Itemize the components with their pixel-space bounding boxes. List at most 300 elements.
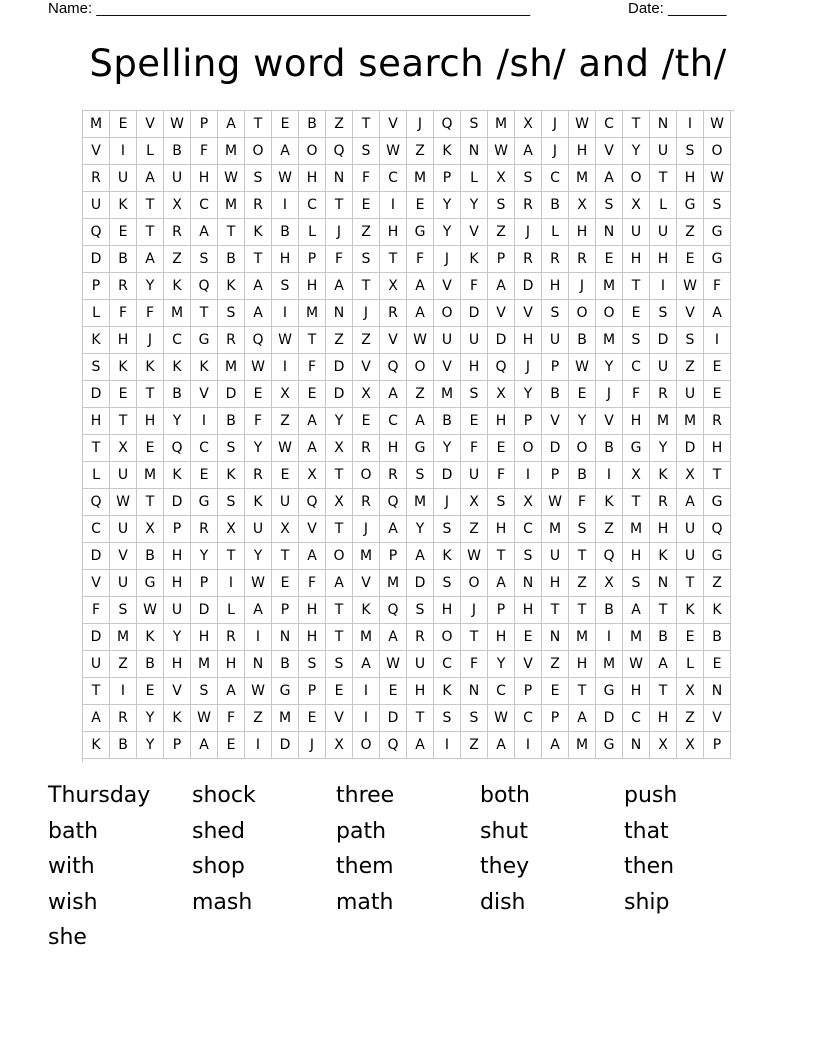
grid-cell: O (407, 354, 434, 381)
grid-cell: S (650, 300, 677, 327)
grid-cell: K (137, 354, 164, 381)
grid-cell: H (569, 219, 596, 246)
grid-cell: N (542, 624, 569, 651)
grid-cell: M (488, 111, 515, 138)
grid-cell: H (650, 246, 677, 273)
grid-cell: V (515, 300, 542, 327)
grid-row (83, 516, 734, 543)
grid-row (83, 165, 734, 192)
grid-cell: U (83, 651, 110, 678)
grid-cell: D (677, 435, 704, 462)
word-bank-item: shed (192, 818, 245, 844)
grid-cell: I (353, 678, 380, 705)
grid-cell: D (83, 543, 110, 570)
grid-cell: R (380, 462, 407, 489)
grid-cell: V (299, 516, 326, 543)
grid-cell: G (407, 219, 434, 246)
grid-cell: O (623, 165, 650, 192)
grid-cell: R (218, 624, 245, 651)
grid-cell: D (596, 705, 623, 732)
grid-cell: Q (488, 354, 515, 381)
word-bank-item: with (48, 854, 95, 879)
grid-cell: V (542, 408, 569, 435)
grid-cell: P (542, 705, 569, 732)
grid-cell: S (272, 273, 299, 300)
word-bank-item: mash (192, 889, 253, 915)
grid-cell: P (542, 354, 569, 381)
grid-row (83, 273, 734, 300)
grid-cell: Y (569, 408, 596, 435)
word-bank-item: they (480, 854, 530, 879)
grid-cell: R (164, 219, 191, 246)
word-bank-item: path (336, 818, 387, 844)
grid-cell: T (623, 489, 650, 516)
grid-cell: E (299, 705, 326, 732)
grid-cell: J (569, 273, 596, 300)
grid-cell: U (110, 570, 137, 597)
grid-cell: E (596, 246, 623, 273)
grid-cell: E (326, 678, 353, 705)
grid-cell: C (380, 408, 407, 435)
word-bank-item: that (624, 818, 669, 844)
grid-cell: P (434, 165, 461, 192)
grid-cell: P (299, 246, 326, 273)
grid-cell: K (191, 354, 218, 381)
grid-cell: M (218, 354, 245, 381)
grid-cell: W (245, 570, 272, 597)
grid-cell: I (596, 624, 623, 651)
grid-cell: N (272, 624, 299, 651)
grid-cell: S (623, 327, 650, 354)
grid-cell: H (650, 516, 677, 543)
grid-cell: V (380, 327, 407, 354)
grid-row (83, 138, 734, 165)
grid-cell: T (677, 570, 704, 597)
grid-cell: S (83, 354, 110, 381)
grid-cell: M (218, 192, 245, 219)
grid-cell: I (272, 300, 299, 327)
grid-cell: L (650, 192, 677, 219)
grid-cell: K (677, 597, 704, 624)
grid-cell: Y (461, 192, 488, 219)
grid-cell: T (137, 381, 164, 408)
grid-cell: F (299, 570, 326, 597)
grid-cell: K (434, 138, 461, 165)
grid-cell: E (407, 192, 434, 219)
grid-cell: C (191, 435, 218, 462)
grid-cell: E (110, 381, 137, 408)
grid-cell: E (245, 381, 272, 408)
page-title: Spelling word search /sh/ and /th/ (89, 42, 727, 85)
grid-cell: A (245, 273, 272, 300)
grid-cell: H (542, 570, 569, 597)
grid-cell: A (569, 705, 596, 732)
grid-cell: U (650, 354, 677, 381)
grid-row (83, 570, 734, 597)
grid-cell: L (83, 300, 110, 327)
grid-cell: M (569, 624, 596, 651)
grid-cell: O (353, 732, 380, 759)
grid-cell: G (191, 327, 218, 354)
grid-cell: X (326, 435, 353, 462)
grid-cell: J (461, 597, 488, 624)
grid-cell: W (137, 597, 164, 624)
grid-cell: H (110, 327, 137, 354)
grid-cell: Z (596, 516, 623, 543)
grid-cell: M (623, 516, 650, 543)
grid-cell: V (380, 111, 407, 138)
grid-cell: M (434, 381, 461, 408)
grid-cell: K (110, 192, 137, 219)
grid-cell: V (488, 300, 515, 327)
grid-cell: K (164, 354, 191, 381)
grid-cell: D (326, 381, 353, 408)
grid-cell: U (461, 462, 488, 489)
grid-cell: J (299, 732, 326, 759)
grid-cell: T (623, 111, 650, 138)
grid-cell: K (164, 705, 191, 732)
grid-cell: H (191, 165, 218, 192)
grid-cell: S (434, 516, 461, 543)
grid-cell: K (650, 462, 677, 489)
grid-cell: H (704, 435, 731, 462)
grid-cell: Z (326, 111, 353, 138)
grid-cell: S (596, 192, 623, 219)
grid-cell: Z (110, 651, 137, 678)
grid-cell: O (569, 435, 596, 462)
grid-cell: Z (245, 705, 272, 732)
grid-cell: M (596, 651, 623, 678)
grid-cell: Y (245, 543, 272, 570)
grid-cell: A (380, 381, 407, 408)
grid-cell: C (164, 327, 191, 354)
grid-cell: B (299, 111, 326, 138)
grid-cell: P (191, 570, 218, 597)
grid-cell: X (569, 192, 596, 219)
grid-cell: B (569, 462, 596, 489)
grid-cell: Y (191, 543, 218, 570)
grid-cell: A (245, 300, 272, 327)
grid-cell: N (596, 219, 623, 246)
grid-cell: U (272, 489, 299, 516)
grid-cell: A (623, 597, 650, 624)
grid-cell: O (596, 300, 623, 327)
grid-cell: A (488, 570, 515, 597)
grid-cell: X (272, 516, 299, 543)
grid-cell: B (218, 246, 245, 273)
grid-cell: X (623, 192, 650, 219)
grid-row (83, 327, 734, 354)
grid-cell: M (191, 651, 218, 678)
grid-cell: U (164, 165, 191, 192)
grid-cell: F (461, 273, 488, 300)
grid-row (83, 219, 734, 246)
grid-cell: Y (407, 516, 434, 543)
grid-cell: H (488, 624, 515, 651)
grid-cell: N (461, 678, 488, 705)
grid-cell: R (515, 192, 542, 219)
grid-cell: H (191, 624, 218, 651)
word-bank-item: math (336, 889, 394, 915)
grid-cell: A (326, 273, 353, 300)
grid-cell: D (461, 300, 488, 327)
grid-cell: W (380, 138, 407, 165)
grid-cell: F (191, 138, 218, 165)
grid-row (83, 732, 734, 759)
grid-cell: W (245, 678, 272, 705)
grid-cell: U (650, 138, 677, 165)
grid-cell: Z (704, 570, 731, 597)
grid-cell: U (110, 516, 137, 543)
grid-cell: S (461, 381, 488, 408)
grid-cell: A (407, 300, 434, 327)
grid-cell: L (218, 597, 245, 624)
grid-cell: R (542, 246, 569, 273)
grid-cell: G (704, 246, 731, 273)
grid-row (83, 489, 734, 516)
grid-cell: Z (542, 651, 569, 678)
grid-row (83, 435, 734, 462)
grid-cell: B (164, 138, 191, 165)
grid-cell: Q (434, 111, 461, 138)
grid-cell: S (191, 678, 218, 705)
grid-row (83, 597, 734, 624)
grid-cell: R (245, 192, 272, 219)
grid-cell: S (569, 516, 596, 543)
grid-cell: V (191, 381, 218, 408)
word-bank-item: both (480, 783, 530, 808)
grid-cell: A (245, 597, 272, 624)
grid-cell: I (110, 138, 137, 165)
grid-row (83, 624, 734, 651)
grid-cell: K (164, 273, 191, 300)
grid-cell: U (542, 327, 569, 354)
grid-cell: L (542, 219, 569, 246)
grid-cell: T (326, 624, 353, 651)
grid-cell: H (164, 651, 191, 678)
grid-cell: A (596, 165, 623, 192)
grid-cell: K (164, 462, 191, 489)
grid-cell: S (488, 489, 515, 516)
grid-cell: L (137, 138, 164, 165)
grid-cell: Q (596, 543, 623, 570)
grid-cell: Z (677, 705, 704, 732)
grid-cell: X (326, 732, 353, 759)
grid-cell: T (353, 273, 380, 300)
grid-cell: P (380, 543, 407, 570)
grid-cell: W (191, 705, 218, 732)
grid-cell: E (110, 219, 137, 246)
grid-cell: E (218, 732, 245, 759)
grid-cell: I (245, 732, 272, 759)
grid-cell: T (83, 435, 110, 462)
grid-cell: N (326, 300, 353, 327)
grid-cell: R (353, 435, 380, 462)
grid-cell: O (326, 543, 353, 570)
grid-cell: S (110, 597, 137, 624)
grid-row (83, 651, 734, 678)
grid-cell: U (83, 192, 110, 219)
grid-cell: J (542, 138, 569, 165)
grid-cell: H (218, 651, 245, 678)
grid-cell: N (245, 651, 272, 678)
grid-cell: X (137, 516, 164, 543)
grid-cell: E (515, 624, 542, 651)
grid-cell: V (596, 408, 623, 435)
grid-cell: B (650, 624, 677, 651)
grid-cell: E (488, 435, 515, 462)
grid-cell: J (353, 300, 380, 327)
grid-cell: U (677, 516, 704, 543)
grid-cell: S (515, 543, 542, 570)
grid-cell: M (407, 489, 434, 516)
grid-cell: A (83, 705, 110, 732)
grid-cell: W (218, 165, 245, 192)
word-bank-item: then (624, 854, 675, 879)
grid-cell: S (434, 705, 461, 732)
grid-cell: C (434, 651, 461, 678)
grid-cell: B (569, 327, 596, 354)
grid-cell: R (353, 489, 380, 516)
grid-cell: H (137, 408, 164, 435)
grid-cell: F (407, 246, 434, 273)
grid-cell: T (650, 597, 677, 624)
grid-cell: Q (326, 138, 353, 165)
grid-cell: A (272, 138, 299, 165)
grid-cell: H (515, 597, 542, 624)
grid-cell: S (515, 165, 542, 192)
grid-cell: Q (245, 327, 272, 354)
grid-cell: X (218, 516, 245, 543)
grid-cell: Y (137, 705, 164, 732)
grid-cell: E (353, 192, 380, 219)
grid-cell: X (596, 570, 623, 597)
grid-cell: D (83, 624, 110, 651)
grid-cell: D (218, 381, 245, 408)
grid-cell: A (380, 516, 407, 543)
grid-cell: Y (137, 273, 164, 300)
grid-cell: F (218, 705, 245, 732)
grid-cell: N (704, 678, 731, 705)
grid-cell: E (353, 408, 380, 435)
grid-cell: P (515, 408, 542, 435)
grid-cell: B (704, 624, 731, 651)
grid-cell: H (407, 678, 434, 705)
grid-cell: Z (326, 327, 353, 354)
grid-cell: U (434, 327, 461, 354)
grid-cell: B (434, 408, 461, 435)
grid-cell: E (272, 462, 299, 489)
grid-row (83, 354, 734, 381)
grid-cell: B (137, 651, 164, 678)
grid-cell: R (83, 165, 110, 192)
grid-cell: M (299, 300, 326, 327)
grid-cell: K (218, 462, 245, 489)
worksheet-header (48, 0, 740, 22)
grid-cell: B (218, 408, 245, 435)
grid-cell: E (569, 381, 596, 408)
grid-cell: S (677, 327, 704, 354)
grid-cell: A (488, 732, 515, 759)
grid-cell: T (326, 462, 353, 489)
grid-cell: H (650, 705, 677, 732)
grid-cell: E (137, 435, 164, 462)
grid-cell: H (488, 408, 515, 435)
word-bank-item: dish (480, 889, 526, 915)
grid-cell: B (596, 597, 623, 624)
grid-cell: M (353, 624, 380, 651)
word-bank (48, 780, 768, 958)
grid-cell: P (704, 732, 731, 759)
grid-cell: K (218, 273, 245, 300)
grid-cell: X (353, 381, 380, 408)
grid-cell: M (164, 300, 191, 327)
grid-cell: E (380, 678, 407, 705)
grid-cell: B (272, 651, 299, 678)
grid-cell: X (488, 381, 515, 408)
grid-cell: Y (434, 219, 461, 246)
grid-cell: F (137, 300, 164, 327)
grid-cell: W (704, 165, 731, 192)
grid-cell: T (704, 462, 731, 489)
grid-row (83, 543, 734, 570)
grid-cell: Q (299, 489, 326, 516)
date-field-label: Date: _______ (628, 0, 727, 17)
grid-cell: M (596, 327, 623, 354)
grid-cell: W (245, 354, 272, 381)
grid-cell: A (407, 273, 434, 300)
grid-cell: T (650, 165, 677, 192)
grid-cell: U (407, 651, 434, 678)
grid-cell: E (542, 678, 569, 705)
grid-row (83, 381, 734, 408)
grid-row (83, 192, 734, 219)
grid-cell: U (461, 327, 488, 354)
grid-cell: M (569, 732, 596, 759)
grid-cell: V (677, 300, 704, 327)
grid-cell: C (191, 192, 218, 219)
grid-cell: H (569, 138, 596, 165)
grid-cell: Q (164, 435, 191, 462)
grid-cell: D (434, 462, 461, 489)
grid-cell: A (299, 408, 326, 435)
grid-cell: X (272, 381, 299, 408)
grid-cell: O (299, 138, 326, 165)
grid-cell: K (434, 678, 461, 705)
grid-cell: M (218, 138, 245, 165)
grid-cell: E (704, 354, 731, 381)
grid-cell: D (650, 327, 677, 354)
grid-cell: R (569, 246, 596, 273)
grid-cell: I (515, 732, 542, 759)
grid-cell: A (515, 138, 542, 165)
grid-cell: R (218, 327, 245, 354)
grid-cell: X (677, 678, 704, 705)
grid-cell: U (542, 543, 569, 570)
grid-cell: Q (83, 489, 110, 516)
grid-cell: J (326, 219, 353, 246)
grid-cell: F (623, 381, 650, 408)
grid-cell: Y (650, 435, 677, 462)
grid-cell: K (650, 543, 677, 570)
grid-cell: V (596, 138, 623, 165)
grid-cell: Z (677, 354, 704, 381)
grid-row (83, 462, 734, 489)
grid-cell: T (191, 300, 218, 327)
grid-cell: C (596, 111, 623, 138)
grid-cell: O (353, 462, 380, 489)
grid-cell: V (110, 543, 137, 570)
